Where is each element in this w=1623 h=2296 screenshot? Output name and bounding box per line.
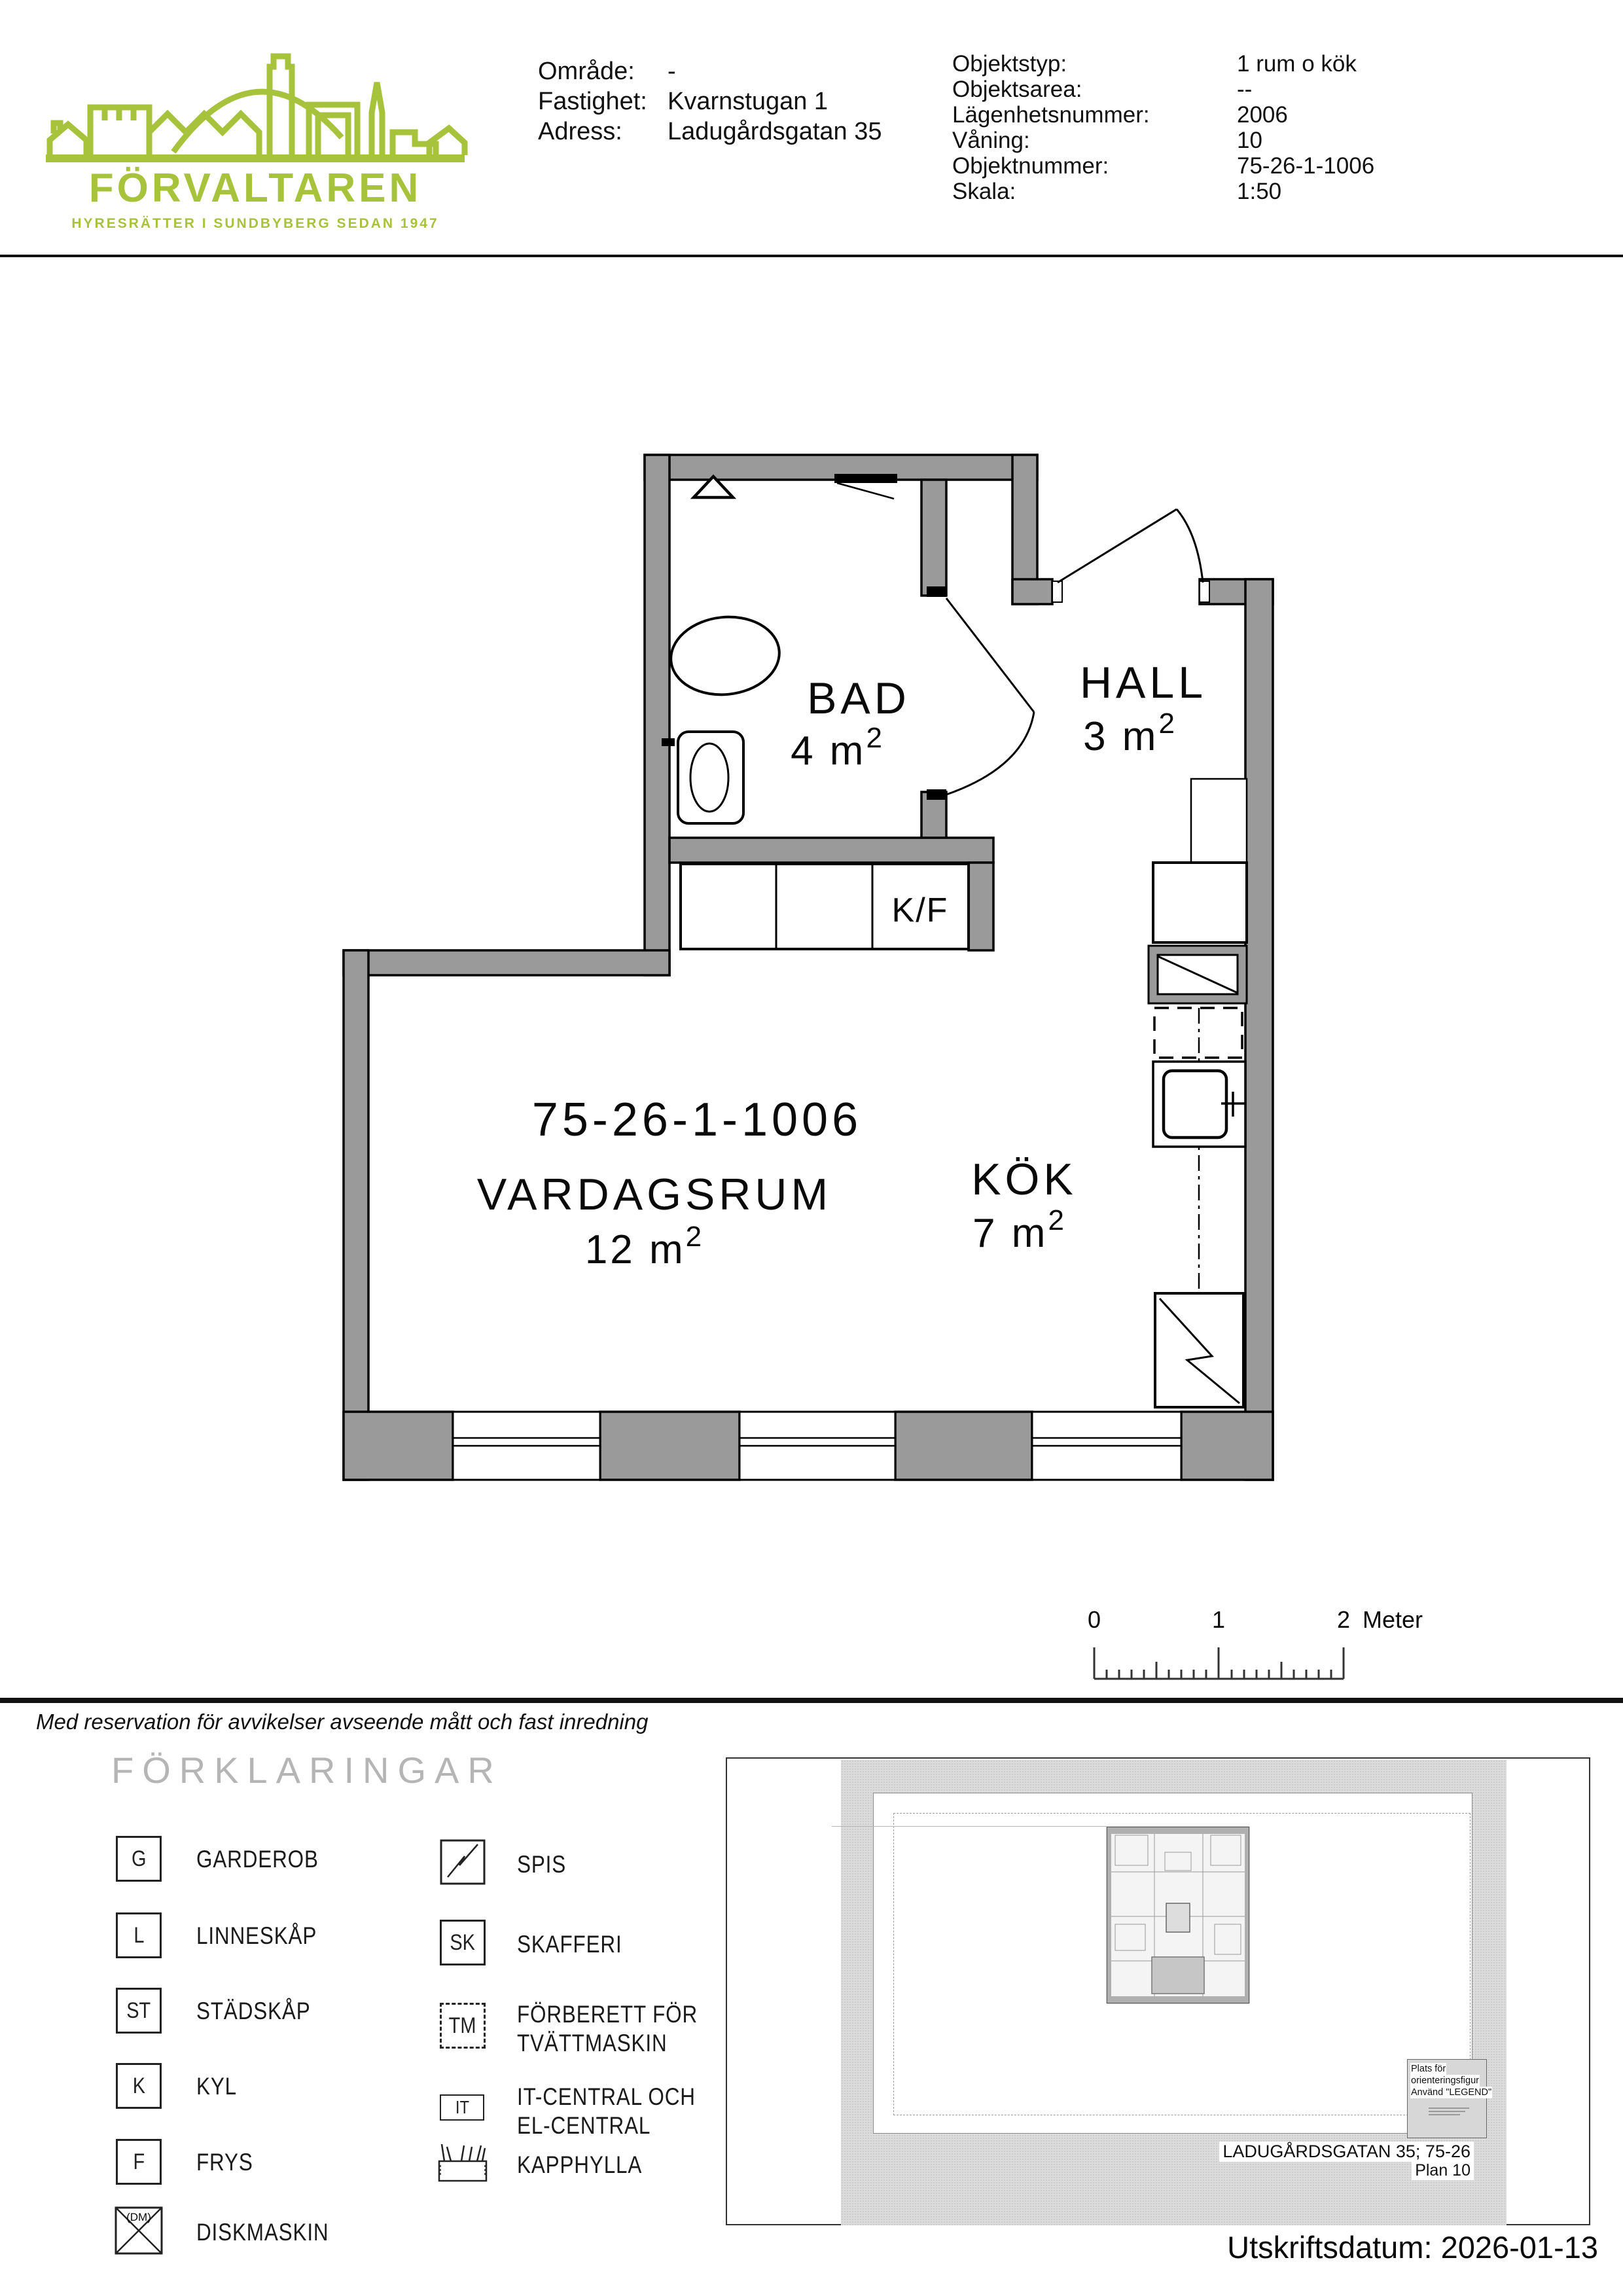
map-note-box: Plats för orienteringsfigur Använd "LEGEND" [1407, 2059, 1487, 2138]
unit-number-label: 75-26-1-1006 [531, 1094, 863, 1146]
scale-ticks [1094, 1647, 1344, 1679]
wall-shelf-icon [834, 474, 897, 499]
scale-bar [1067, 1587, 1525, 1698]
legend-symbol-stadskap: ST [116, 1988, 162, 2034]
highlighted-unit [1152, 1957, 1204, 1994]
hall-wardrobes [1153, 779, 1247, 942]
room-area-hall: 3 $m^2$ [1083, 708, 1177, 759]
legend-label-kyl: KYL [196, 2073, 237, 2100]
logo-wordmark: FÖRVALTAREN [88, 166, 422, 211]
legend-symbol-kyl: K [116, 2063, 162, 2109]
kf-cabinet-label: K/F [891, 891, 949, 929]
legend-label-linneskap: LINNESKÅP [196, 1922, 317, 1949]
legend-label-tvattmaskin: FÖRBERETT FÖR TVÄTTMASKIN [517, 2001, 698, 2056]
legend-symbol-diskmaskin-icon [115, 2206, 163, 2255]
field-label-skala: Skala: [952, 179, 1016, 204]
entry-door [1052, 509, 1209, 602]
legend-label-stadskap: STÄDSKÅP [196, 1998, 311, 2024]
field-label-objektsarea: Objektsarea: [952, 77, 1082, 102]
scale-tick-0: 0 [1087, 1606, 1101, 1633]
high-cabinet [1149, 946, 1247, 1003]
scale-tick-2: 2 [1336, 1606, 1351, 1633]
room-label-bad: BAD [807, 673, 910, 723]
field-value-lagenhetsnummer: 2006 [1237, 102, 1288, 128]
legend-symbol-spis-icon [440, 1839, 486, 1885]
field-label-fastighet: Fastighet: [538, 88, 647, 115]
room-area-vardagsrum: 12 $m^2$ [584, 1221, 705, 1272]
legend-title: FÖRKLARINGAR [111, 1749, 503, 1791]
field-label-omrade: Område: [538, 58, 635, 85]
field-value-vaning: 10 [1237, 128, 1262, 153]
svg-text:(DM): (DM) [126, 2211, 151, 2223]
legend-symbol-tvattmaskin: TM [440, 2003, 486, 2049]
legend-label-spis: SPIS [517, 1851, 567, 1878]
field-value-adress: Ladugårdsgatan 35 [668, 118, 882, 145]
room-label-kok: KÖK [971, 1155, 1077, 1204]
scale-tick-1: 1 [1211, 1606, 1226, 1633]
legend-label-skafferi: SKAFFERI [517, 1931, 622, 1958]
legend-label-it: IT-CENTRAL OCH EL-CENTRAL [517, 2083, 696, 2139]
map-leader-line [832, 1826, 1107, 1827]
bathroom-door [927, 586, 1034, 800]
disclaimer-text: Med reservation för avvikelser avseende mått och fast inredning [36, 1710, 649, 1734]
section-divider [0, 1698, 1623, 1703]
sink-icon [1153, 1062, 1246, 1147]
washbasin-icon [662, 732, 743, 823]
map-address-label: LADUGÅRDSGATAN 35; 75-26 [1219, 2142, 1474, 2162]
field-value-omrade: - [668, 58, 676, 85]
window-symbols [453, 1412, 1181, 1480]
header-divider [0, 255, 1623, 257]
legend-label-garderob: GARDEROB [196, 1846, 319, 1873]
field-value-objektnummer: 75-26-1-1006 [1237, 153, 1375, 179]
forvaltaren-skyline-icon [39, 27, 471, 168]
room-area-kok: 7 $m^2$ [972, 1204, 1067, 1256]
field-value-objektsarea: -- [1237, 77, 1253, 102]
legend-symbol-garderob: G [116, 1836, 162, 1882]
legend-symbol-kapphylla-icon [435, 2142, 491, 2183]
field-value-objektstyp: 1 rum o kök [1237, 51, 1357, 77]
legend-label-frys: FRYS [196, 2149, 253, 2176]
field-label-vaning: Våning: [952, 128, 1030, 153]
logo-tagline: HYRESRÄTTER I SUNDBYBERG SEDAN 1947 [71, 216, 439, 231]
building-thumbnail [1106, 1826, 1250, 2004]
legend-symbol-linneskap: L [116, 1912, 162, 1958]
orientation-map [726, 1757, 1590, 2225]
scale-unit: Meter [1363, 1606, 1423, 1633]
legend-label-kapphylla: KAPPHYLLA [517, 2151, 643, 2178]
room-label-vardagsrum: VARDAGSRUM [476, 1170, 832, 1219]
print-date: Utskriftsdatum: 2026-01-13 [1227, 2230, 1598, 2265]
legend-symbol-frys: F [116, 2139, 162, 2185]
legend-label-diskmaskin: DISKMASKIN [196, 2219, 329, 2246]
walls [344, 455, 1273, 1480]
field-value-fastighet: Kvarnstugan 1 [668, 88, 829, 115]
toilet-icon [667, 612, 783, 700]
stove-icon [1155, 1293, 1243, 1407]
field-value-skala: 1:50 [1237, 179, 1282, 204]
field-label-objektstyp: Objektstyp: [952, 51, 1067, 77]
field-label-adress: Adress: [538, 118, 622, 145]
map-plan-label: Plan 10 [1412, 2161, 1474, 2180]
floorplan-drawing [314, 406, 1296, 1518]
field-label-lagenhetsnummer: Lägenhetsnummer: [952, 102, 1150, 128]
field-label-objektnummer: Objektnummer: [952, 153, 1109, 179]
legend-symbol-it: IT [440, 2094, 484, 2121]
room-label-hall: HALL [1079, 658, 1207, 708]
legend-symbol-skafferi: SK [440, 1920, 486, 1965]
room-area-bad: 4 $m^2$ [791, 722, 885, 774]
